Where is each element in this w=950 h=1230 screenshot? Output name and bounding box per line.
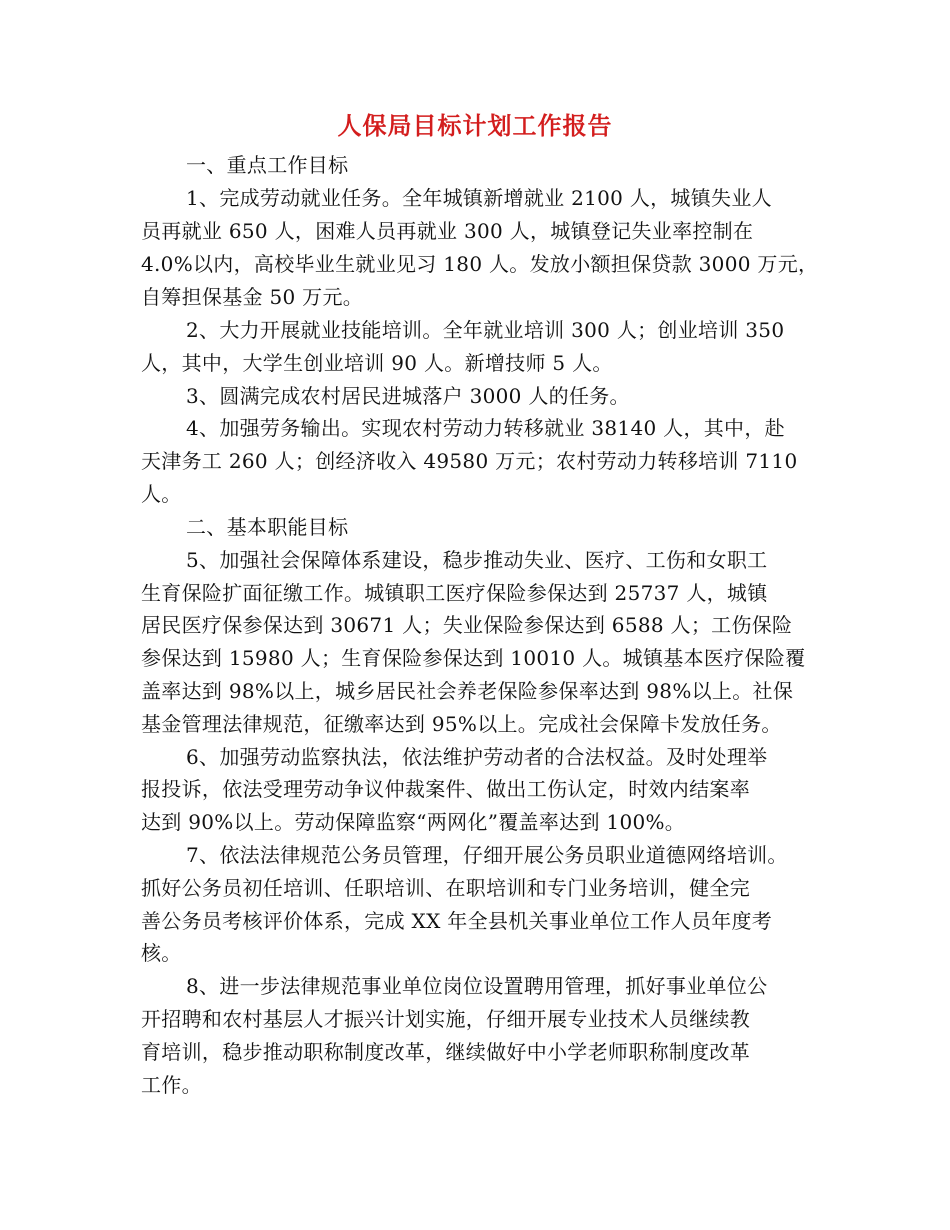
paragraph-line: 1、完成劳动就业任务。全年城镇新增就业 2100 人，城镇失业人: [186, 186, 772, 210]
paragraph-line: 5、加强社会保障体系建设，稳步推动失业、医疗、工伤和女职工: [186, 548, 768, 572]
paragraph-line: 4、加强劳务输出。实现农村劳动力转移就业 38140 人，其中，赴: [186, 416, 785, 440]
paragraph-line: 自筹担保基金 50 万元。: [141, 285, 364, 309]
paragraph-line: 基金管理法律规范，征缴率达到 95%以上。完成社会保障卡发放任务。: [141, 712, 782, 736]
paragraph-line: 6、加强劳动监察执法，依法维护劳动者的合法权益。及时处理举: [186, 745, 768, 769]
paragraph-line: 核。: [141, 941, 182, 965]
paragraph-line: 盖率达到 98%以上，城乡居民社会养老保险参保率达到 98%以上。社保: [141, 679, 794, 703]
paragraph-line: 7、依法法律规范公务员管理，仔细开展公务员职业道德网络培训。: [186, 843, 788, 867]
paragraph-line: 人。: [141, 482, 182, 506]
paragraph-line: 参保达到 15980 人；生育保险参保达到 10010 人。城镇基本医疗保险覆: [141, 646, 806, 670]
section-heading: 二、基本职能目标: [186, 515, 349, 539]
paragraph-line: 居民医疗保参保达到 30671 人；失业保险参保达到 6588 人；工伤保险: [141, 613, 793, 637]
paragraph-line: 4.0%以内，高校毕业生就业见习 180 人。发放小额担保贷款 3000 万元，: [141, 252, 819, 276]
paragraph-line: 育培训，稳步推动职称制度改革，继续做好中小学老师职称制度改革: [141, 1040, 750, 1064]
paragraph-line: 人，其中，大学生创业培训 90 人。新增技师 5 人。: [141, 351, 613, 375]
section-heading: 一、重点工作目标: [186, 153, 349, 177]
paragraph-line: 抓好公务员初任培训、任职培训、在职培训和专门业务培训，健全完: [141, 876, 750, 900]
paragraph-line: 善公务员考核评价体系，完成 XX 年全县机关事业单位工作人员年度考: [141, 909, 773, 933]
paragraph-line: 工作。: [141, 1073, 202, 1097]
document-title: 人保局目标计划工作报告: [337, 111, 613, 140]
paragraph-line: 天津务工 260 人；创经济收入 49580 万元；农村劳动力转移培训 7110: [141, 449, 798, 473]
paragraph-line: 员再就业 650 人，困难人员再就业 300 人，城镇登记失业率控制在: [141, 219, 754, 243]
paragraph-line: 开招聘和农村基层人才振兴计划实施，仔细开展专业技术人员继续教: [141, 1007, 750, 1031]
paragraph-line: 2、大力开展就业技能培训。全年就业培训 300 人；创业培训 350: [186, 318, 785, 342]
paragraph-line: 达到 90%以上。劳动保障监察“两网化”覆盖率达到 100%。: [141, 810, 686, 834]
paragraph-line: 报投诉，依法受理劳动争议仲裁案件、做出工伤认定，时效内结案率: [141, 777, 750, 801]
paragraph-line: 3、圆满完成农村居民进城落户 3000 人的任务。: [186, 384, 630, 408]
paragraph-line: 生育保险扩面征缴工作。城镇职工医疗保险参保达到 25737 人，城镇: [141, 581, 768, 605]
paragraph-line: 8、进一步法律规范事业单位岗位设置聘用管理，抓好事业单位公: [186, 974, 768, 998]
